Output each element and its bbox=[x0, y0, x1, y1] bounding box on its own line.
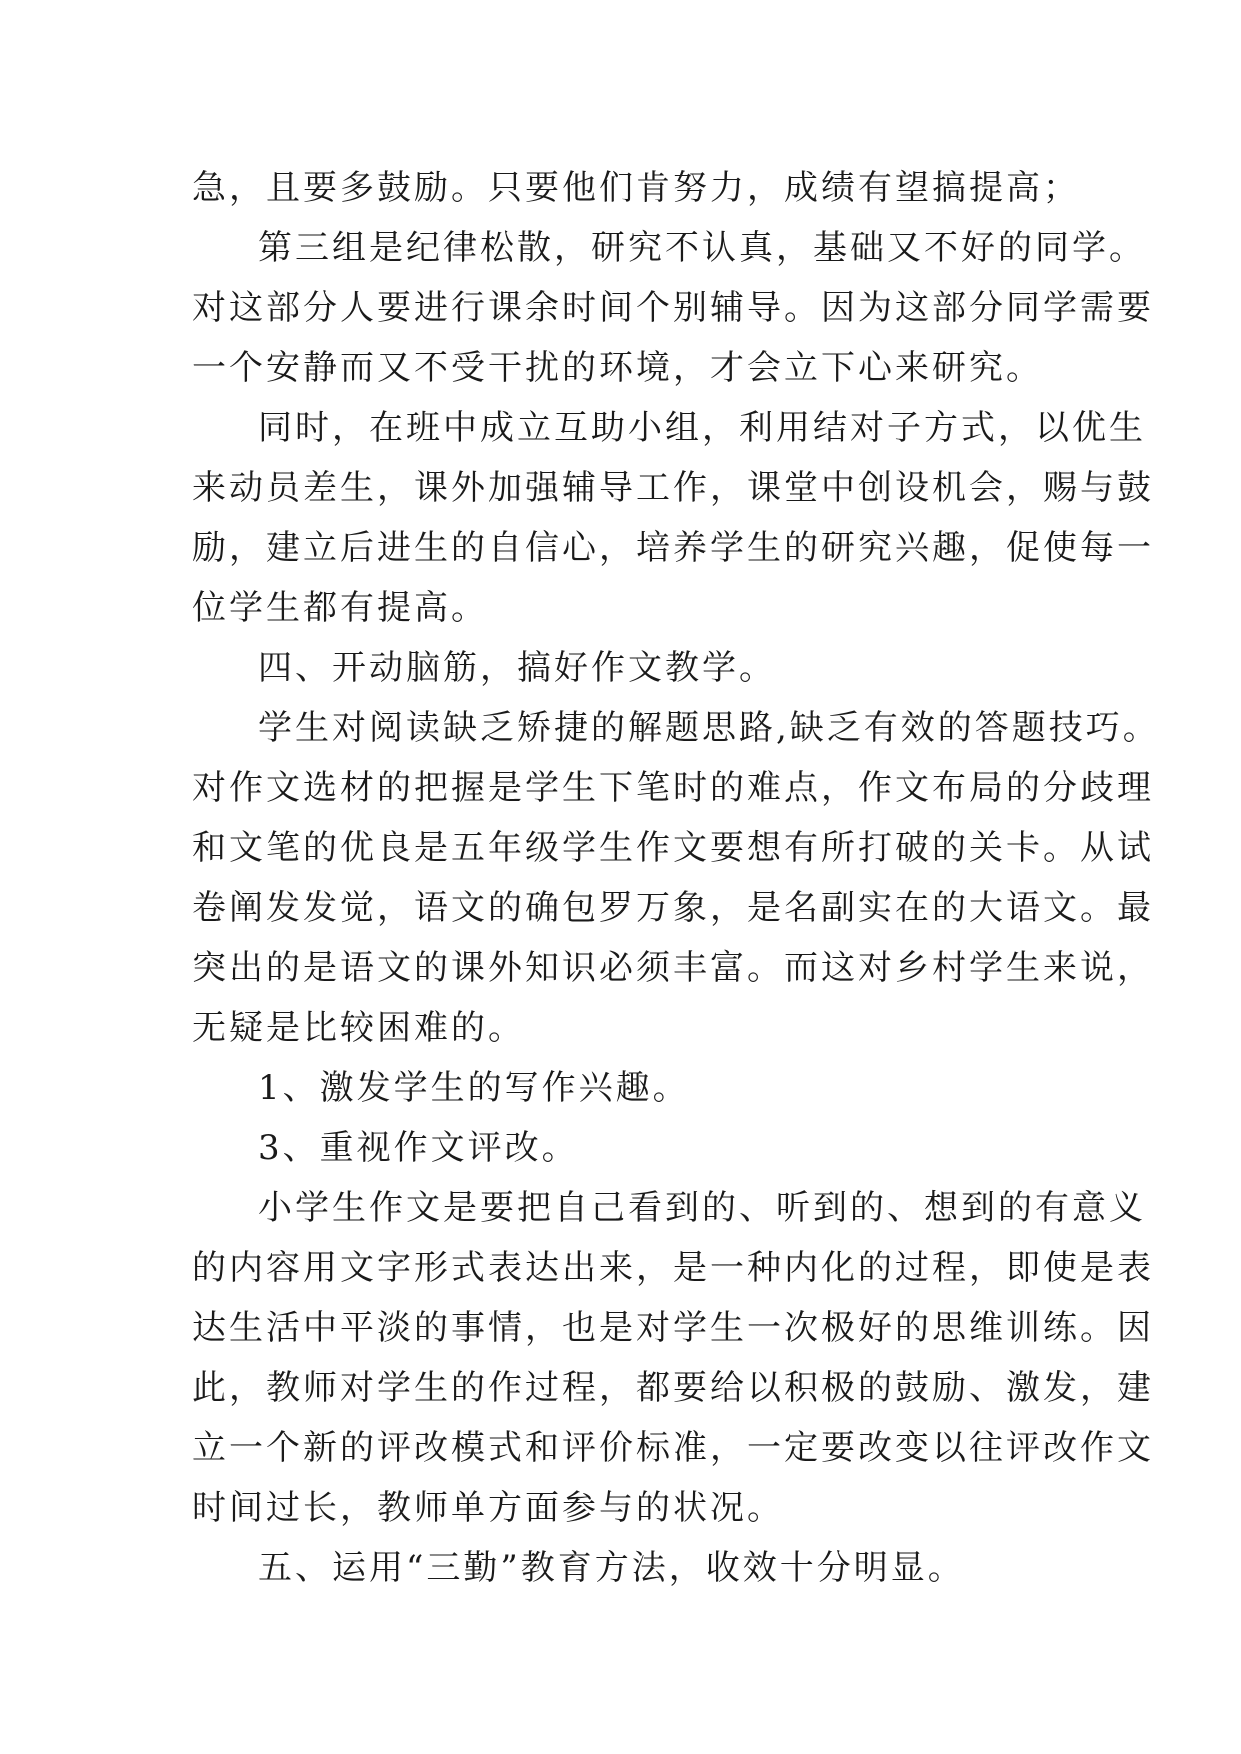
text-line: 达生活中平淡的事情，也是对学生一次极好的思维训练。因 bbox=[192, 1308, 1154, 1348]
text-line: 时间过长，教师单方面参与的状况。 bbox=[192, 1488, 784, 1528]
text-line: 突出的是语文的课外知识必须丰富。而这对乡村学生来说， bbox=[192, 948, 1154, 988]
text-line: 卷阐发发觉，语文的确包罗万象，是名副实在的大语文。最 bbox=[192, 888, 1154, 928]
paragraph-first-line: 小学生作文是要把自己看到的、听到的、想到的有意义 bbox=[258, 1188, 1146, 1228]
list-item: 1、激发学生的写作兴趣。 bbox=[258, 1068, 690, 1108]
text-line: 立一个新的评改模式和评价标准，一定要改变以往评改作文 bbox=[192, 1428, 1154, 1468]
text-line: 和文笔的优良是五年级学生作文要想有所打破的关卡。从试 bbox=[192, 828, 1154, 868]
paragraph-first-line: 第三组是纪律松散，研究不认真，基础又不好的同学。 bbox=[258, 228, 1146, 268]
text-line: 此，教师对学生的作过程，都要给以积极的鼓励、激发，建 bbox=[192, 1368, 1154, 1408]
paragraph-first-line: 同时，在班中成立互助小组，利用结对子方式，以优生 bbox=[258, 408, 1146, 448]
text-line: 励，建立后进生的自信心，培养学生的研究兴趣，促使每一 bbox=[192, 528, 1154, 568]
section-heading: 五、运用“三勤”教育方法，收效十分明显。 bbox=[258, 1548, 965, 1588]
text-line: 对这部分人要进行课余时间个别辅导。因为这部分同学需要 bbox=[192, 288, 1154, 328]
text-line: 一个安静而又不受干扰的环境，才会立下心来研究。 bbox=[192, 348, 1043, 388]
text-line: 来动员差生，课外加强辅导工作，课堂中创设机会，赐与鼓 bbox=[192, 468, 1154, 508]
text-line: 对作文选材的把握是学生下笔时的难点，作文布局的分歧理 bbox=[192, 768, 1154, 808]
section-heading: 四、开动脑筋，搞好作文教学。 bbox=[258, 648, 776, 688]
paragraph-first-line: 学生对阅读缺乏矫捷的解题思路,缺乏有效的答题技巧。 bbox=[258, 708, 1160, 748]
text-line: 急，且要多鼓励。只要他们肯努力，成绩有望搞提高； bbox=[192, 168, 1080, 208]
text-line: 无疑是比较困难的。 bbox=[192, 1008, 525, 1048]
text-line: 的内容用文字形式表达出来，是一种内化的过程，即使是表 bbox=[192, 1248, 1154, 1288]
list-item: 3、重视作文评改。 bbox=[258, 1128, 579, 1168]
text-line: 位学生都有提高。 bbox=[192, 588, 488, 628]
